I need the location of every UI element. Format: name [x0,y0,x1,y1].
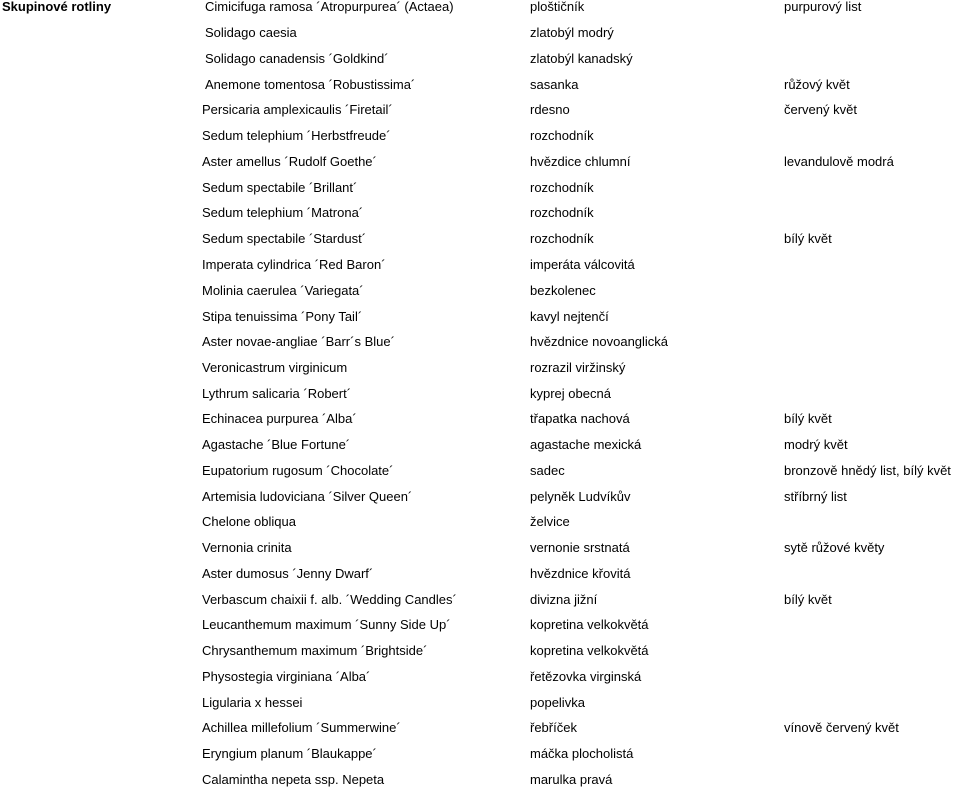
table-row [0,515,959,529]
czech-name: zlatobýl kanadský [530,51,633,66]
table-row [0,232,959,246]
czech-name: imperáta válcovitá [530,257,635,272]
plant-note: sytě růžové květy [784,540,885,555]
latin-name: Sedum spectabile ´Stardust´ [202,231,367,246]
czech-name: máčka plocholistá [530,746,634,761]
table-row [0,644,959,658]
czech-name: divizna jižní [530,592,598,607]
table-row [0,670,959,684]
latin-name: Artemisia ludoviciana ´Silver Queen´ [202,489,413,504]
czech-name: hvězdnice novoanglická [530,334,669,349]
latin-name: Ligularia x hessei [202,695,303,710]
czech-name: hvězdice chlumní [530,154,631,169]
table-row [0,103,959,117]
table-row [0,490,959,504]
latin-name: Achillea millefolium ´Summerwine´ [202,720,401,735]
table-row [0,361,959,375]
section-title: Skupinové rotliny [2,0,112,14]
table-row [0,284,959,298]
table-row [0,258,959,272]
plant-note: purpurový list [784,0,862,14]
czech-name: marulka pravá [530,772,613,787]
czech-name: kavyl nejtenčí [530,309,609,324]
latin-name: Agastache ´Blue Fortune´ [202,437,351,452]
czech-name: kopretina velkokvětá [530,617,649,632]
latin-name: Molinia caerulea ´Variegata´ [202,283,364,298]
plant-note: levandulově modrá [784,154,894,169]
plant-note: bílý květ [784,592,832,607]
czech-name: hvězdnice křovitá [530,566,631,581]
latin-name: Lythrum salicaria ´Robert´ [202,386,352,401]
table-row [0,26,959,40]
czech-name: kyprej obecná [530,386,611,401]
table-row [0,206,959,220]
latin-name: Physostegia virginiana ´Alba´ [202,669,371,684]
table-row [0,747,959,761]
latin-name: Veronicastrum virginicum [202,360,348,375]
czech-name: rozchodník [530,205,594,220]
table-row [0,593,959,607]
czech-name: rdesno [530,102,570,117]
czech-name: kopretina velkokvětá [530,643,649,658]
czech-name: rozrazil viržinský [530,360,626,375]
table-row [0,129,959,143]
czech-name: bezkolenec [530,283,596,298]
czech-name: sasanka [530,77,579,92]
latin-name: Sedum spectabile ´Brillant´ [202,180,358,195]
czech-name: třapatka nachová [530,411,630,426]
table-row [0,155,959,169]
table-row [0,438,959,452]
table-row [0,310,959,324]
latin-name: Anemone tomentosa ´Robustissima´ [205,77,416,92]
latin-name: Chelone obliqua [202,514,296,529]
latin-name: Sedum telephium ´Matrona´ [202,205,364,220]
czech-name: řetězovka virginská [530,669,642,684]
latin-name: Aster dumosus ´Jenny Dwarf´ [202,566,374,581]
latin-name: Stipa tenuissima ´Pony Tail´ [202,309,363,324]
latin-name: Solidago canadensis ´Goldkind´ [205,51,389,66]
table-row [0,0,959,14]
table-row [0,618,959,632]
table-row [0,412,959,426]
table-row [0,567,959,581]
plant-note: růžový květ [784,77,850,92]
latin-name: Leucanthemum maximum ´Sunny Side Up´ [202,617,451,632]
plant-note: vínově červený květ [784,720,899,735]
latin-name: Solidago caesia [205,25,297,40]
czech-name: vernonie srstnatá [530,540,630,555]
czech-name: želvice [530,514,570,529]
table-row [0,335,959,349]
czech-name: řebříček [530,720,577,735]
latin-name: Aster novae-angliae ´Barr´s Blue´ [202,334,395,349]
latin-name: Calamintha nepeta ssp. Nepeta [202,772,385,787]
table-row [0,78,959,92]
latin-name: Cimicifuga ramosa ´Atropurpurea´ (Actaea) [205,0,454,14]
czech-name: rozchodník [530,231,594,246]
table-row [0,721,959,735]
latin-name: Eupatorium rugosum ´Chocolate´ [202,463,394,478]
czech-name: ploštičník [530,0,585,14]
czech-name: zlatobýl modrý [530,25,614,40]
latin-name: Vernonia crinita [202,540,292,555]
plant-note: bronzově hnědý list, bílý květ [784,463,951,478]
table-row [0,464,959,478]
latin-name: Sedum telephium ´Herbstfreude´ [202,128,391,143]
latin-name: Persicaria amplexicaulis ´Firetail´ [202,102,393,117]
table-row [0,541,959,555]
latin-name: Eryngium planum ´Blaukappe´ [202,746,377,761]
plant-note: bílý květ [784,411,832,426]
table-row [0,181,959,195]
czech-name: rozchodník [530,180,594,195]
czech-name: agastache mexická [530,437,642,452]
plant-note: modrý květ [784,437,848,452]
latin-name: Aster amellus ´Rudolf Goethe´ [202,154,377,169]
czech-name: sadec [530,463,565,478]
table-row [0,52,959,66]
czech-name: pelyněk Ludvíkův [530,489,631,504]
table-row [0,696,959,710]
plant-note: stříbrný list [784,489,847,504]
latin-name: Imperata cylindrica ´Red Baron´ [202,257,386,272]
table-row [0,773,959,787]
latin-name: Verbascum chaixii f. alb. ´Wedding Candles´ [202,592,457,607]
plant-note: bílý květ [784,231,832,246]
czech-name: popelivka [530,695,585,710]
latin-name: Echinacea purpurea ´Alba´ [202,411,357,426]
table-row [0,387,959,401]
latin-name: Chrysanthemum maximum ´Brightside´ [202,643,428,658]
czech-name: rozchodník [530,128,594,143]
plant-note: červený květ [784,102,857,117]
